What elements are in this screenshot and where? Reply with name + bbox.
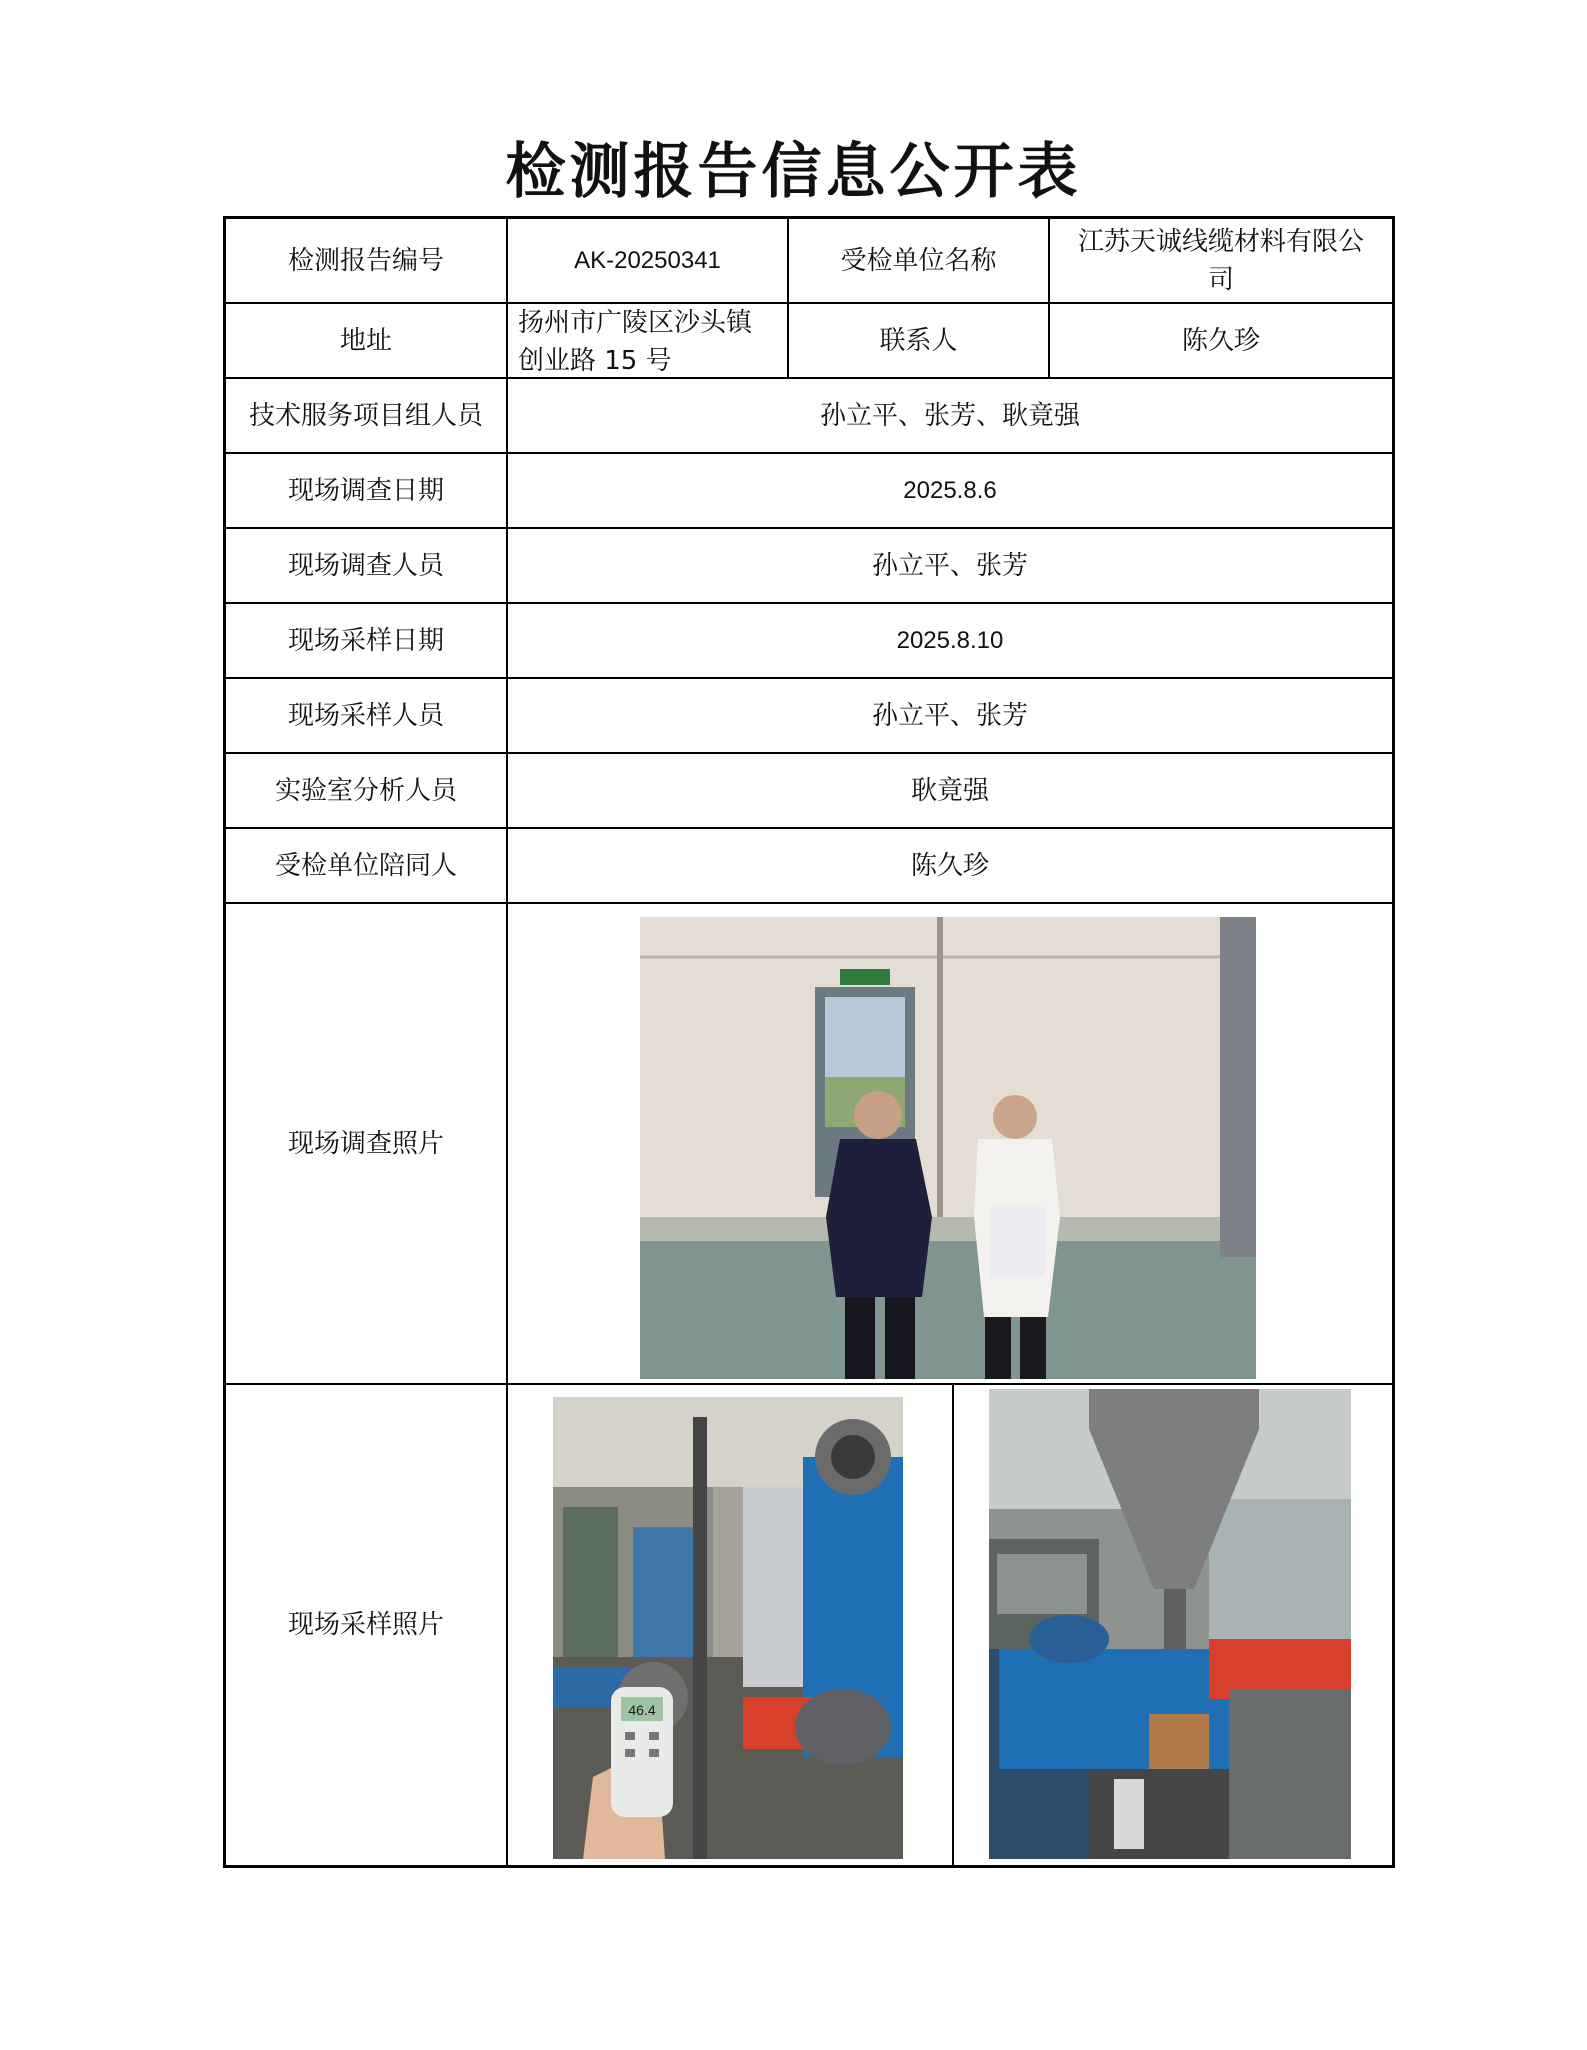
report-no-label: 检测报告编号 xyxy=(287,245,444,276)
team-value: 孙立平、张芳、耿竟强 xyxy=(819,400,1080,431)
address-label: 地址 xyxy=(339,325,392,356)
sampling-photo-right-image xyxy=(989,1389,1351,1859)
column-divider xyxy=(952,1383,954,1865)
page-title: 检测报告信息公开表 xyxy=(505,137,1082,207)
survey-date-label: 现场调查日期 xyxy=(287,475,444,506)
sampling-photo-right xyxy=(989,1389,1351,1859)
sampling-staff-label: 现场采样人员 xyxy=(287,700,444,731)
report-no-value: AK-20250341 xyxy=(574,246,721,274)
survey-staff-value: 孙立平、张芳 xyxy=(871,550,1028,581)
team-label: 技术服务项目组人员 xyxy=(248,400,483,431)
sampling-photo-label: 现场采样照片 xyxy=(287,1610,444,1640)
lab-value: 耿竟强 xyxy=(910,775,989,806)
sampling-photo-left xyxy=(553,1397,903,1859)
address-line2: 创业路 15 号 xyxy=(518,346,672,376)
unit-name-line2: 司 xyxy=(1207,264,1234,295)
sampling-staff-value: 孙立平、张芳 xyxy=(871,700,1028,731)
accompany-label: 受检单位陪同人 xyxy=(274,850,457,881)
meter-reading: 46.4 xyxy=(628,1702,656,1718)
survey-date-value: 2025.8.6 xyxy=(903,476,997,504)
info-table xyxy=(223,216,1395,1868)
sampling-date-label: 现场采样日期 xyxy=(287,625,444,656)
sampling-photo-left-image xyxy=(553,1397,903,1859)
survey-photo xyxy=(640,917,1256,1379)
survey-photo-image xyxy=(640,917,1256,1379)
contact-label: 联系人 xyxy=(879,325,958,356)
address-line1: 扬州市广陵区沙头镇 xyxy=(518,308,753,338)
survey-photo-label: 现场调查照片 xyxy=(287,1128,444,1159)
unit-name-value xyxy=(1050,219,1392,302)
contact-value: 陈久珍 xyxy=(1181,325,1260,356)
lab-label: 实验室分析人员 xyxy=(274,775,457,806)
address-value xyxy=(508,304,787,377)
sampling-date-value: 2025.8.10 xyxy=(896,626,1004,654)
survey-staff-label: 现场调查人员 xyxy=(287,550,444,581)
unit-name-label: 受检单位名称 xyxy=(840,245,997,276)
unit-name-line1: 江苏天诚线缆材料有限公 xyxy=(1077,226,1364,257)
accompany-value: 陈久珍 xyxy=(910,850,989,881)
